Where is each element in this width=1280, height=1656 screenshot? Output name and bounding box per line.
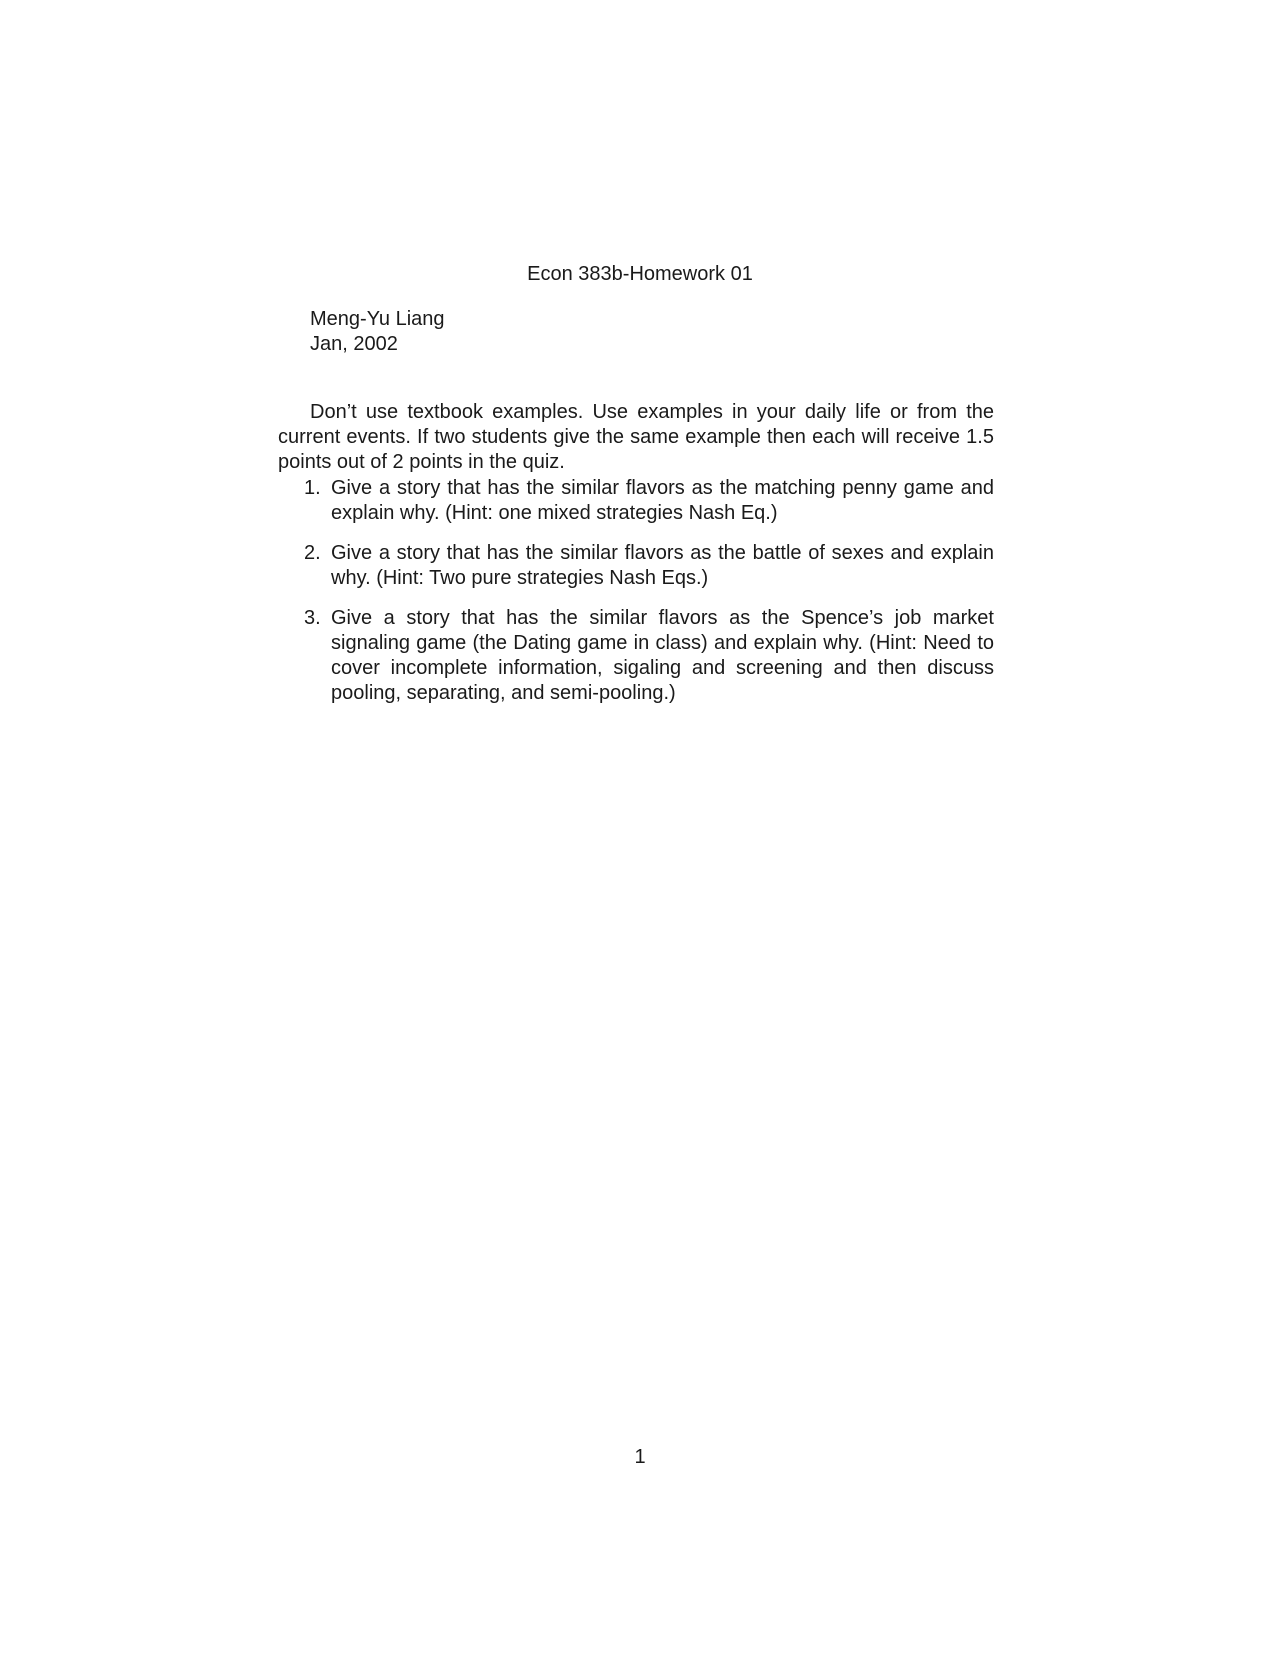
question-number: 3. bbox=[304, 607, 321, 629]
document-title: Econ 383b-Homework 01 bbox=[527, 263, 753, 285]
question-number: 1. bbox=[304, 477, 321, 499]
author-block bbox=[310, 307, 445, 357]
author-name: Meng-Yu Liang bbox=[310, 308, 445, 330]
question-text: Give a story that has the similar flavors as the Spence’s job market signaling game (the Dating game in class) and explain why. (Hint: Need to cover incomplete information, sigaling and screening and then discuss pooling, separating, and semi-pooling.) bbox=[331, 607, 994, 704]
question-item bbox=[278, 541, 994, 591]
question-list bbox=[278, 476, 994, 721]
question-text: Give a story that has the similar flavors as the battle of sexes and explain why. (Hint: Two pure strategies Nash Eqs.) bbox=[331, 542, 994, 589]
question-item bbox=[278, 606, 994, 706]
intro-paragraph: Don’t use textbook examples. Use examples in your daily life or from the current events. If two students give the same example then each will receive 1.5 points out of 2 points in the quiz. bbox=[278, 401, 994, 473]
question-text: Give a story that has the similar flavors as the matching penny game and explain why. (Hint: one mixed strategies Nash Eq.) bbox=[331, 477, 994, 524]
document-date: Jan, 2002 bbox=[310, 333, 398, 355]
question-item bbox=[278, 476, 994, 526]
question-number: 2. bbox=[304, 542, 321, 564]
page-number: 1 bbox=[634, 1446, 646, 1468]
